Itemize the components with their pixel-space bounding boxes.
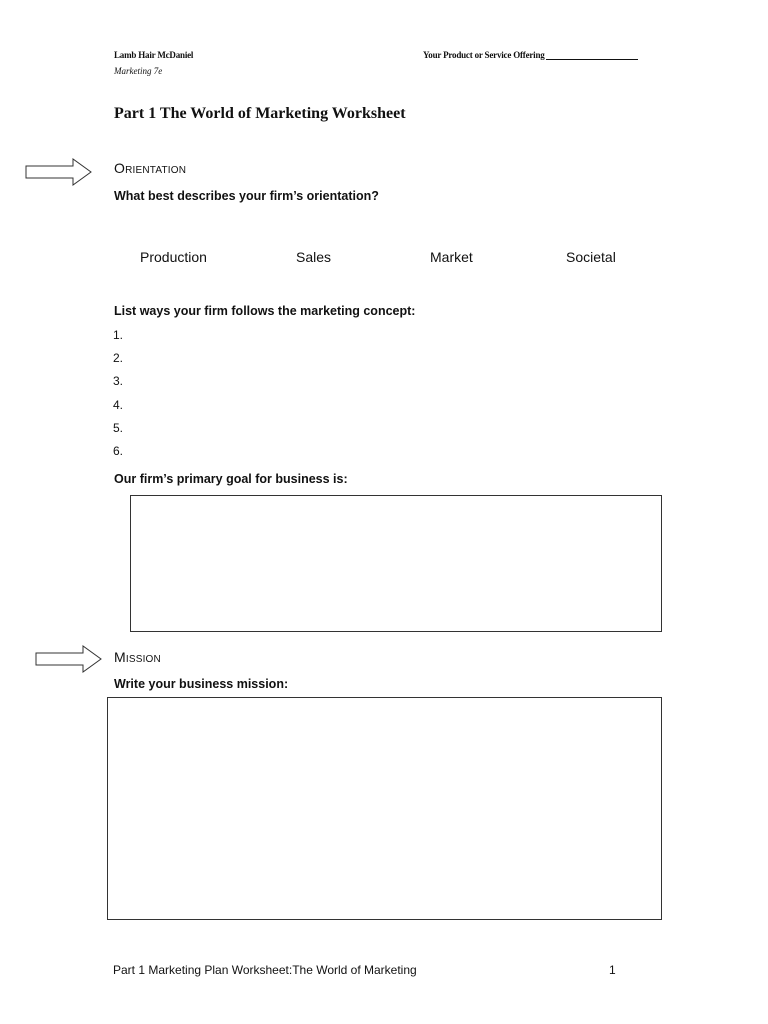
marketing-concept-question: List ways your firm follows the marketing concept:: [114, 304, 416, 318]
page-number: 1: [609, 963, 616, 977]
primary-goal-answer-box[interactable]: [130, 495, 662, 632]
mission-answer-box[interactable]: [107, 697, 662, 920]
product-offering-label: Your Product or Service Offering: [423, 50, 545, 60]
orientation-question: What best describes your firm’s orientation?: [114, 189, 379, 203]
page-title: Part 1 The World of Marketing Worksheet: [114, 105, 406, 122]
list-item[interactable]: 5.: [113, 420, 124, 435]
right-arrow-icon: [25, 158, 93, 186]
list-item[interactable]: 1.: [113, 328, 124, 342]
product-offering-blank[interactable]: [546, 50, 638, 60]
option-societal[interactable]: Societal: [566, 249, 616, 265]
option-market[interactable]: Market: [430, 249, 473, 265]
product-offering-field: [423, 50, 638, 60]
footer-text: Part 1 Marketing Plan Worksheet:The World of Marketing: [113, 963, 417, 977]
option-production[interactable]: Production: [140, 249, 207, 265]
primary-goal-question: Our firm’s primary goal for business is:: [114, 472, 348, 486]
mission-heading: Mission: [114, 649, 161, 665]
list-item[interactable]: 3.: [113, 374, 124, 389]
mission-question: Write your business mission:: [114, 677, 289, 691]
list-item[interactable]: 6.: [113, 443, 124, 458]
author-names: Lamb Hair McDaniel: [114, 50, 194, 60]
list-item[interactable]: 4.: [113, 397, 124, 412]
marketing-concept-list: [113, 324, 123, 463]
orientation-heading: Orientation: [114, 160, 187, 176]
right-arrow-icon: [35, 645, 103, 673]
option-sales[interactable]: Sales: [296, 249, 332, 265]
list-item[interactable]: 2.: [113, 351, 124, 366]
course-name: Marketing 7e: [114, 66, 163, 76]
